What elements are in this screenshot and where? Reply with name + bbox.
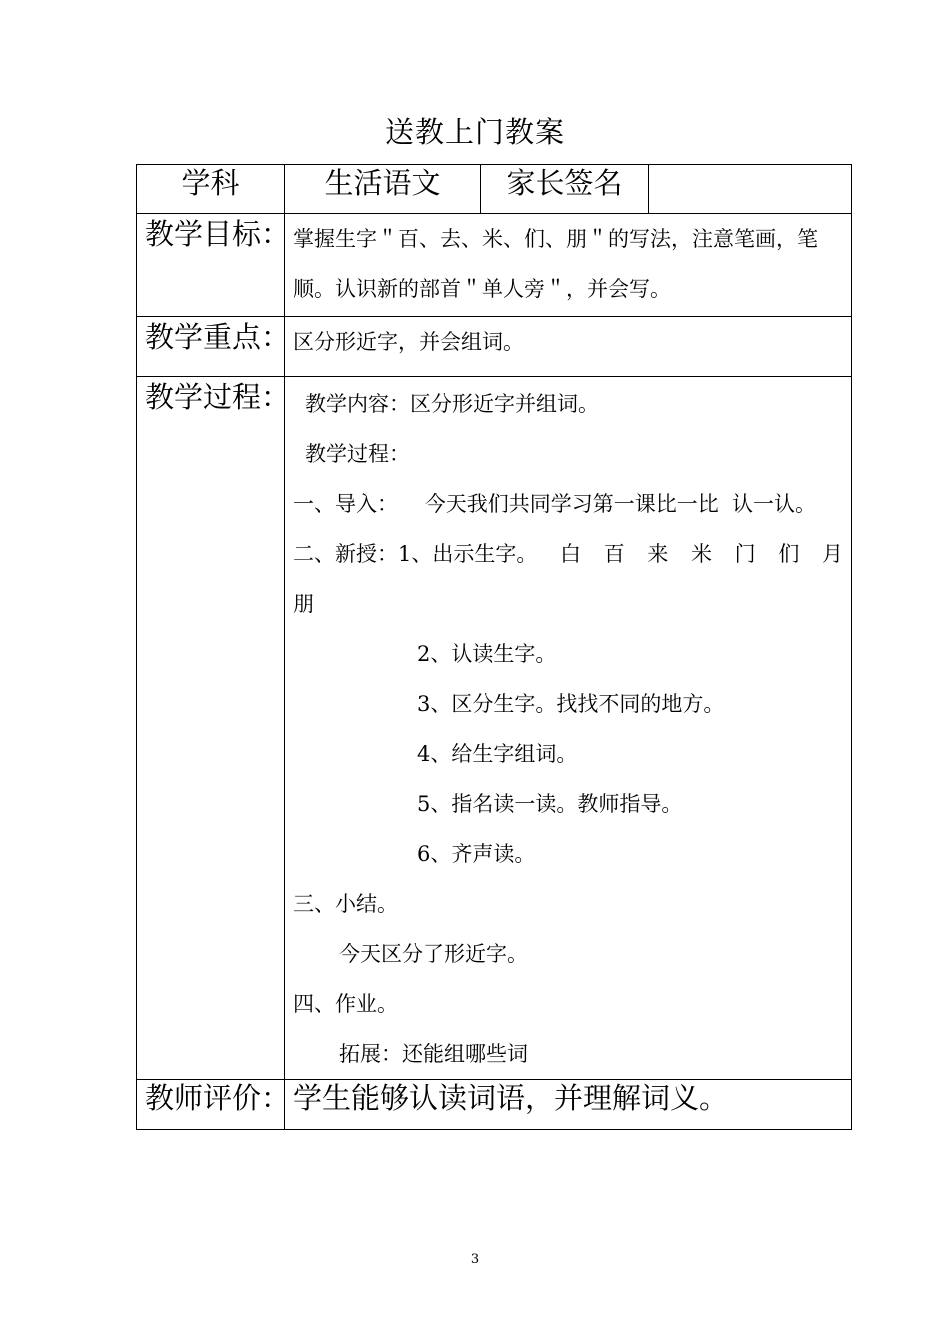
subject-label: 学科 [137,165,285,214]
document-title: 送教上门教案 [384,115,565,149]
homework-heading: 四、作业。 [293,992,398,1016]
teaching-content-line: 教学内容：区分形近字并组词。 [305,392,599,416]
new-char: 米 [691,542,712,566]
page-number: 3 [470,1252,480,1267]
process-row [137,377,852,1080]
new-char-wrap: 朋 [293,592,314,616]
homework-text: 拓展：还能组哪些词 [339,1042,528,1066]
new-char: 们 [778,542,800,566]
teaching-process-line: 教学过程： [305,442,410,466]
key-points-row [137,317,852,377]
objectives-text [285,214,852,317]
new-char: 月 [821,542,843,566]
intro-line: 一、导入： 今天我们共同学习第一课比一比 认一认。 [293,492,817,516]
process-content [285,377,852,1080]
evaluation-label: 教师评价： [137,1080,285,1130]
step-3: 3、区分生字。找找不同的地方。 [417,692,725,716]
new-char: 百 [603,542,625,566]
signature-value [649,165,852,214]
header-row [137,165,852,214]
summary-text: 今天区分了形近字。 [339,942,528,966]
objectives-line-1: 掌握生字＂百、去、米、们、朋＂的写法，注意笔画，笔 [293,227,818,251]
objectives-label: 教学目标： [137,214,285,317]
step-5: 5、指名读一读。教师指导。 [417,792,683,816]
step-4: 4、给生字组词。 [417,742,578,766]
new-char: 来 [647,542,669,566]
step-2: 2、认读生字。 [417,642,557,666]
key-points-text: 区分形近字，并会组词。 [285,317,852,377]
evaluation-text: 学生能够认读词语，并理解词义。 [285,1080,852,1130]
key-points-label: 教学重点： [137,317,285,377]
new-char: 门 [734,542,756,566]
new-lesson-line [293,529,843,579]
objectives-row [137,214,852,317]
process-label: 教学过程： [137,377,285,1080]
summary-heading: 三、小结。 [293,892,398,916]
step-6: 6、齐声读。 [417,842,536,866]
new-lesson-prefix: 二、新授：1、出示生字。 [293,542,538,566]
objectives-line-2: 顺。认识新的部首＂单人旁＂，并会写。 [293,277,671,301]
evaluation-row [137,1080,852,1130]
signature-label: 家长签名 [481,165,649,214]
lesson-plan-table [136,164,852,1130]
subject-value: 生活语文 [285,165,481,214]
new-char: 白 [560,542,582,566]
